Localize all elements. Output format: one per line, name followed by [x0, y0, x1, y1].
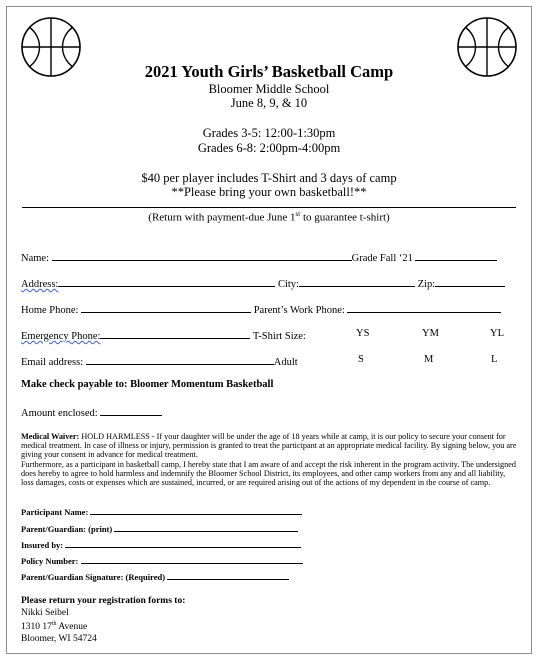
camp-dates: June 8, 9, & 10 — [230, 96, 308, 110]
adult-label: Adult — [273, 357, 298, 368]
return-street-name: Avenue — [56, 622, 88, 633]
name-field[interactable] — [52, 250, 352, 261]
return-note — [7, 210, 531, 224]
return-name: Nikki Seibel — [21, 608, 69, 618]
zip-field[interactable] — [435, 276, 505, 287]
waiver-heading: Medical Waiver: — [21, 432, 80, 441]
school-name: Bloomer Middle School — [208, 82, 330, 96]
home-phone-label: Home Phone: — [21, 305, 79, 316]
check-payable: Make check payable to: Bloomer Momentum Basketball — [21, 379, 274, 390]
registration-form-page — [6, 6, 532, 654]
home-phone-field[interactable] — [81, 302, 251, 313]
work-phone-label: Parent’s Work Phone: — [253, 305, 345, 316]
tshirt-label: T-Shirt Size: — [252, 331, 306, 342]
return-note-text: (Return with payment-due June 1 — [148, 211, 296, 224]
return-street-sup: th — [51, 621, 57, 627]
email-field[interactable] — [86, 354, 274, 365]
size-m[interactable]: M — [424, 354, 434, 365]
insured-field[interactable] — [65, 537, 301, 548]
size-ym[interactable]: YM — [422, 328, 439, 339]
email-row — [21, 354, 298, 368]
amount-field[interactable] — [100, 405, 162, 416]
insured-label: Insured by: — [21, 540, 64, 550]
return-heading: Please return your registration forms to: — [21, 596, 186, 606]
email-label: Email address: — [21, 357, 84, 368]
participant-label: Participant Name: — [21, 507, 89, 517]
amount-label: Amount enclosed: — [21, 408, 98, 419]
participant-field[interactable] — [90, 504, 302, 515]
header-divider — [22, 207, 516, 208]
policy-label: Policy Number: — [21, 556, 79, 566]
grade-field[interactable] — [415, 250, 497, 261]
size-l[interactable]: L — [491, 354, 498, 365]
emergency-label: Emergency Phone: — [21, 331, 101, 342]
guardian-print-field[interactable] — [114, 521, 298, 532]
return-note-text-end: to guarantee t-shirt) — [300, 211, 390, 224]
camp-title: 2021 Youth Girls’ Basketball Camp — [144, 62, 394, 81]
return-street — [21, 621, 87, 632]
policy-row — [21, 553, 303, 566]
policy-field[interactable] — [81, 553, 303, 564]
city-label: City: — [277, 279, 299, 290]
guardian-signature-row — [21, 569, 289, 582]
address-field[interactable] — [58, 276, 275, 287]
name-row — [21, 250, 497, 264]
address-label: Address: — [21, 279, 59, 290]
emergency-field[interactable] — [100, 328, 250, 339]
return-street-number: 1310 17 — [21, 622, 52, 633]
waiver-paragraph-1: HOLD HARMLESS - If your daughter will be under the age of 18 years while at camp, it is our policy to secure your consent for medical treatment. In case of illness or injury, permission is granted to treat the participant at an appropriate medical facility. By signing below, you are giving your consent in advance for medical treatment. — [21, 432, 517, 460]
grades-3-5: Grades 3-5: 12:00-1:30pm — [202, 126, 336, 140]
city-field[interactable] — [299, 276, 415, 287]
size-yl[interactable]: YL — [490, 328, 504, 339]
grade-label: Grade Fall ‘21 — [351, 253, 413, 264]
phone-row — [21, 302, 501, 316]
price-line: $40 per player includes T-Shirt and 3 days of camp — [141, 171, 397, 185]
name-label: Name: — [21, 253, 49, 264]
insured-row — [21, 537, 301, 550]
size-s[interactable]: S — [358, 354, 364, 365]
work-phone-field[interactable] — [347, 302, 501, 313]
zip-label: Zip: — [417, 279, 436, 290]
return-city: Bloomer, WI 54724 — [21, 634, 97, 644]
return-note-sup: st — [295, 210, 301, 218]
guardian-print-row — [21, 521, 298, 534]
size-ys[interactable]: YS — [356, 328, 370, 339]
grades-6-8: Grades 6-8: 2:00pm-4:00pm — [197, 141, 341, 155]
waiver-paragraph-2: Furthermore, as a participant in basketball camp, I hereby state that I am aware of and accept the risk inherent in the program activity. The undersigned does hereby to agree to hold harmless and indemnify the Bloomer School District, its employees, and other camp workers from any and all liability, loss damages, costs or expenses which are sustained, incurred, or are required arising out of the actions of my dependent in the course of camp. — [21, 459, 516, 488]
guardian-signature-field[interactable] — [167, 569, 289, 580]
amount-row — [21, 405, 162, 419]
guardian-print-label: Parent/Guardian: (print) — [21, 524, 113, 534]
emergency-row — [21, 328, 306, 342]
medical-waiver — [21, 432, 519, 487]
guardian-signature-label: Parent/Guardian Signature: (Required) — [21, 572, 166, 582]
participant-row — [21, 504, 302, 517]
bring-ball-note: **Please bring your own basketball!** — [171, 185, 367, 199]
address-row — [21, 276, 505, 290]
